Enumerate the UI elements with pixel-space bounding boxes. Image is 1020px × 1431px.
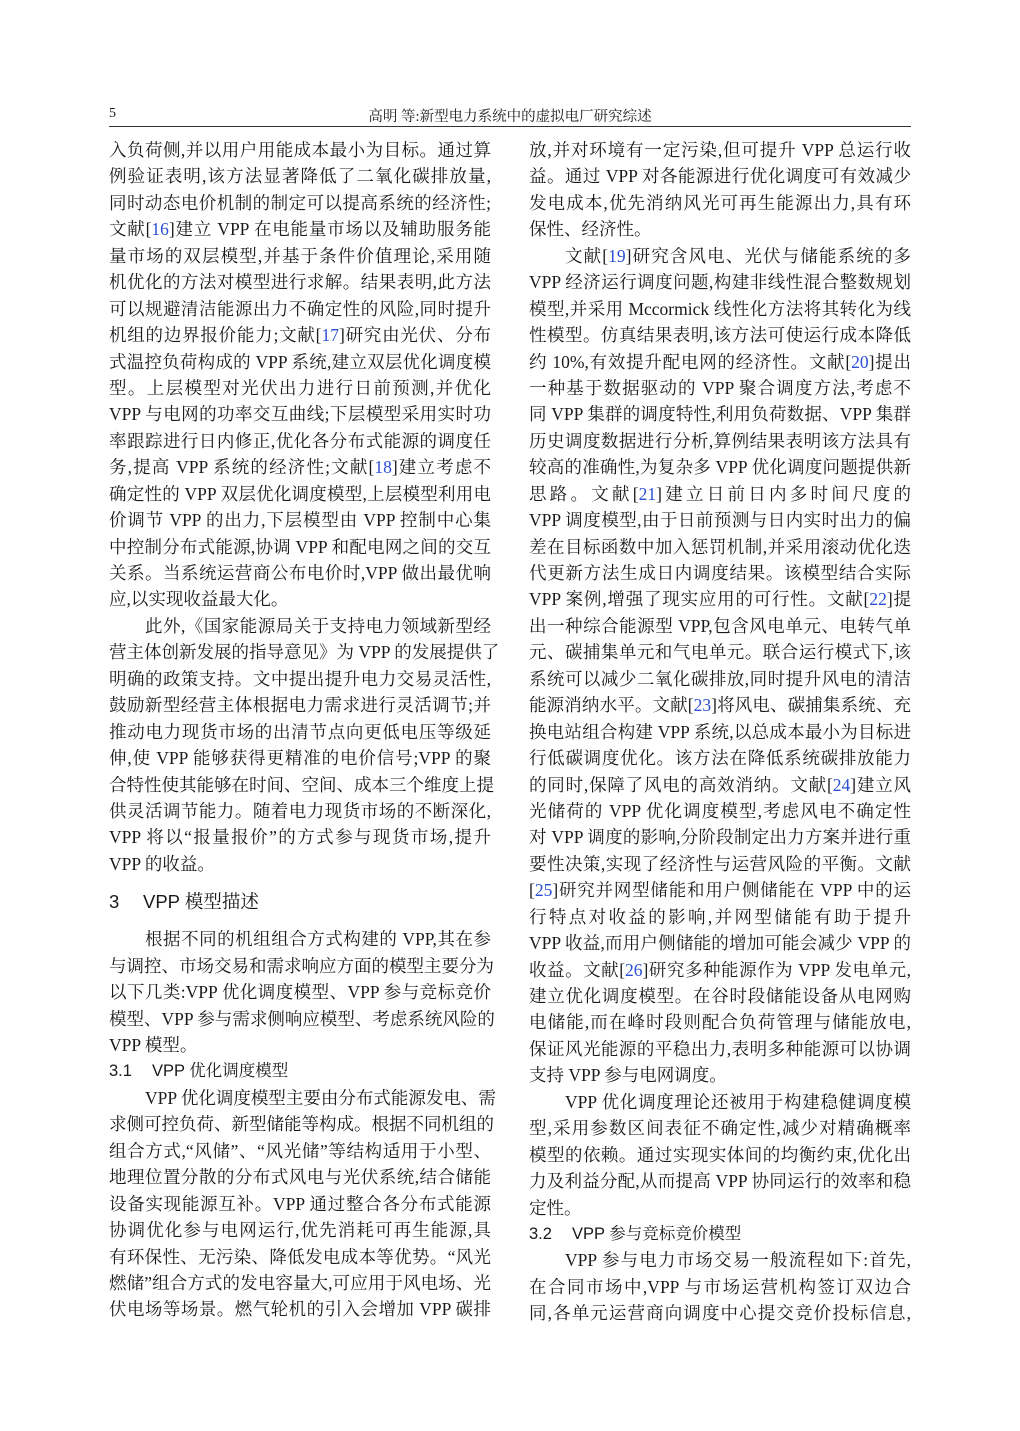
text-line: 电储能,而在峰时段则配合负荷管理与储能放电, bbox=[529, 1012, 911, 1033]
text-line: 燃储”组合方式的发电容量大,可应用于风电场、光 bbox=[109, 1272, 491, 1293]
text-line: 型。上层模型对光伏出力进行日前预测,并优化 bbox=[109, 377, 491, 398]
text-line: 模型,并采用 Mccormick 线性化方法将其转化为线 bbox=[529, 298, 911, 319]
text-line: 根据不同的机组组合方式构建的 VPP,其在参 bbox=[145, 929, 491, 950]
text-line: 价调节 VPP 的出力,下层模型由 VPP 控制中心集 bbox=[109, 510, 491, 531]
text-line: 元、碳捕集单元和气电单元。联合运行模式下,该 bbox=[529, 642, 911, 663]
text-line: 合特性使其能够在时间、空间、成本三个维度上提 bbox=[109, 774, 494, 795]
citation-link[interactable]: 23 bbox=[693, 695, 712, 716]
text-line: VPP 经济运行调度问题,构建非线性混合整数规划 bbox=[529, 272, 911, 293]
citation-link[interactable]: 26 bbox=[625, 959, 643, 980]
subsection-heading bbox=[529, 1221, 911, 1247]
text-line: 组合方式,“风储”、“风光储”等结构适用于小型、 bbox=[109, 1140, 491, 1161]
text-line: 例验证表明,该方法显著降低了二氧化碳排放量, bbox=[109, 166, 491, 187]
text-line: 应,以实现收益最大化。 bbox=[109, 589, 289, 610]
text-line: 定性。 bbox=[529, 1197, 582, 1218]
page-number: 5 bbox=[109, 106, 116, 121]
text-line: 同时动态电价机制的制定可以提高系统的经济性; bbox=[109, 192, 491, 213]
running-title: 高明 等:新型电力系统中的虚拟电厂研究综述 bbox=[368, 109, 652, 125]
text-line: VPP 将以“报量报价”的方式参与现货市场,提升 bbox=[109, 827, 491, 848]
citation-link[interactable]: 18 bbox=[374, 457, 392, 478]
heading-text: VPP 模型描述 bbox=[143, 891, 259, 913]
text-line: 保证风光能源的平稳出力,表明多种能源可以协调 bbox=[529, 1038, 911, 1059]
text-line: 约 10%,有效提升配电网的经济性。文献[20]提出 bbox=[529, 351, 912, 372]
subsection-heading bbox=[109, 1058, 491, 1084]
text-line: 行特点对收益的影响,并网型储能有助于提升 bbox=[529, 906, 911, 927]
text-line: 文献[19]研究含风电、光伏与储能系统的多 bbox=[565, 245, 912, 266]
text-line: 较高的准确性,为复杂多 VPP 优化调度问题提供新 bbox=[529, 457, 911, 478]
text-line: 力及利益分配,从而提高 VPP 协同运行的效率和稳 bbox=[529, 1171, 911, 1192]
paragraph bbox=[109, 926, 495, 1058]
heading-text: VPP 参与竞标竞价模型 bbox=[572, 1224, 742, 1243]
text-line: 求侧可控负荷、新型储能等构成。根据不同机组的 bbox=[109, 1114, 494, 1135]
text-line: 关系。当系统运营商公布电价时,VPP 做出最优响 bbox=[109, 563, 491, 583]
text-line: VPP 的收益。 bbox=[109, 853, 215, 874]
text-line: 要性决策,实现了经济性与运营风险的平衡。文献 bbox=[529, 853, 911, 874]
text-line: VPP 收益,而用户侧储能的增加可能会减少 VPP 的 bbox=[529, 933, 911, 954]
text-line: 确定性的 VPP 双层优化调度模型,上层模型利用电 bbox=[109, 483, 491, 504]
citation-link[interactable]: 25 bbox=[534, 880, 553, 901]
text-line: 此外,《国家能源局关于支持电力领域新型经 bbox=[145, 615, 491, 636]
text-line: 换电站组合构建 VPP 系统,以总成本最小为目标进 bbox=[529, 721, 911, 742]
text-line: 伸,使 VPP 能够获得更精准的电价信号;VPP 的聚 bbox=[109, 748, 491, 769]
citation-link[interactable]: 19 bbox=[608, 245, 626, 266]
text-line: VPP 案例,增强了现实应用的可行性。文献[22]提 bbox=[529, 589, 911, 610]
text-line: 供灵活调节能力。随着电力现货市场的不断深化, bbox=[109, 800, 491, 821]
text-line: 率跟踪进行日内修正,优化各分布式能源的调度任 bbox=[109, 430, 491, 451]
text-line: VPP 模型。 bbox=[109, 1035, 198, 1055]
text-line: 同 VPP 集群的调度特性,利用负荷数据、VPP 集群 bbox=[529, 404, 911, 425]
heading-number: 3 bbox=[109, 891, 120, 913]
text-line: 收益。文献[26]研究多种能源作为 VPP 发电单元, bbox=[529, 959, 912, 980]
text-line: 建立优化调度模型。在谷时段储能设备从电网购 bbox=[529, 986, 911, 1006]
text-line: 代更新方法生成日内调度结果。该模型结合实际 bbox=[529, 563, 911, 583]
text-line: 在合同市场中,VPP 与市场运营机构签订双边合 bbox=[529, 1276, 911, 1297]
text-line: VPP 参与电力市场交易一般流程如下:首先, bbox=[565, 1250, 911, 1271]
text-line: 思路。文献[21]建立日前日内多时间尺度的 bbox=[529, 483, 912, 504]
text-line: 对 VPP 调度的影响,分阶段制定出力方案并进行重 bbox=[529, 827, 911, 848]
text-line: 同,各单元运营商向调度中心提交竞价投标信息, bbox=[529, 1303, 911, 1324]
text-line: 发电成本,优先消纳风光可再生能源出力,具有环 bbox=[529, 192, 911, 213]
text-line: 务,提高 VPP 系统的经济性;文献[18]建立考虑不 bbox=[109, 457, 491, 478]
text-line: 出一种综合能源型 VPP,包含风电单元、电转气单 bbox=[529, 615, 911, 636]
text-line: 伏电场等场景。燃气轮机的引入会增加 VPP 碳排 bbox=[109, 1299, 491, 1320]
heading-number: 3.2 bbox=[529, 1224, 552, 1243]
paragraph bbox=[109, 1085, 496, 1323]
text-line: VPP 与电网的功率交互曲线;下层模型采用实时功 bbox=[109, 404, 491, 425]
header-rule bbox=[109, 126, 911, 127]
text-line: 模型、VPP 参与需求侧响应模型、考虑系统风险的 bbox=[109, 1008, 495, 1029]
heading-number: 3.1 bbox=[109, 1062, 132, 1081]
text-line: VPP 优化调度理论还被用于构建稳健调度模 bbox=[565, 1091, 911, 1112]
citation-link[interactable]: 22 bbox=[869, 589, 887, 610]
text-line: 式温控负荷构成的 VPP 系统,建立双层优化调度模 bbox=[109, 351, 491, 372]
text-line: VPP 调度模型,由于日前预测与日内实时出力的偏 bbox=[529, 510, 911, 531]
paragraph bbox=[109, 613, 500, 877]
text-line: 量市场的双层模型,并基于条件价值理论,采用随 bbox=[109, 245, 491, 266]
paragraph bbox=[529, 1089, 911, 1221]
text-line: 模型的依赖。通过实现实体间的均衡约束,优化出 bbox=[529, 1144, 911, 1165]
text-line: 差在目标函数中加入惩罚机制,并采用滚动优化迭 bbox=[529, 536, 911, 557]
citation-link[interactable]: 24 bbox=[832, 774, 851, 795]
text-line: 设备实现能源互补。VPP 通过整合各分布式能源 bbox=[109, 1193, 491, 1214]
text-line: 放,并对环境有一定污染,但可提升 VPP 总运行收 bbox=[529, 140, 911, 160]
text-line: 中控制分布式能源,协调 VPP 和配电网之间的交互 bbox=[109, 536, 491, 557]
citation-link[interactable]: 21 bbox=[638, 483, 657, 504]
text-line: 推动电力现货市场的出清节点向更低电压等级延 bbox=[109, 721, 491, 742]
text-line: 明确的政策支持。文中提出提升电力交易灵活性, bbox=[109, 668, 491, 689]
text-line: 能源消纳水平。文献[23]将风电、碳捕集系统、充 bbox=[529, 695, 912, 716]
text-line: 文献[16]建立 VPP 在电能量市场以及辅助服务能 bbox=[109, 219, 491, 240]
text-line: 益。通过 VPP 对各能源进行优化调度可有效减少 bbox=[529, 166, 911, 187]
text-line: 入负荷侧,并以用户用能成本最小为目标。通过算 bbox=[109, 140, 491, 160]
text-line: [25]研究并网型储能和用户侧储能在 VPP 中的运 bbox=[529, 880, 911, 901]
text-line: 机优化的方法对模型进行求解。结果表明,此方法 bbox=[109, 272, 491, 293]
text-line: 性模型。仿真结果表明,该方法可使运行成本降低 bbox=[529, 325, 911, 346]
text-line: 保性、经济性。 bbox=[529, 219, 652, 240]
text-line: 有环保性、无污染、降低发电成本等优势。“风光 bbox=[109, 1246, 491, 1267]
text-line: 协调优化参与电网运行,优先消耗可再生能源,具 bbox=[109, 1220, 491, 1241]
text-line: 支持 VPP 参与电网调度。 bbox=[529, 1065, 727, 1086]
text-line: 光储荷的 VPP 优化调度模型,考虑风电不确定性 bbox=[529, 800, 911, 821]
text-line: 与调控、市场交易和需求响应方面的模型主要分为 bbox=[109, 955, 494, 976]
text-line: 一种基于数据驱动的 VPP 聚合调度方法,考虑不 bbox=[529, 377, 911, 398]
text-line: 系统可以减少二氧化碳排放,同时提升风电的清洁 bbox=[529, 668, 911, 689]
text-line: 营主体创新发展的指导意见》为 VPP 的发展提供了 bbox=[109, 642, 500, 663]
text-line: VPP 优化调度模型主要由分布式能源发电、需 bbox=[145, 1087, 496, 1108]
text-line: 以下几类:VPP 优化调度模型、VPP 参与竞标竞价 bbox=[109, 982, 491, 1003]
paragraph bbox=[529, 243, 911, 1089]
text-line: 可以规避清洁能源出力不确定性的风险,同时提升 bbox=[109, 298, 491, 319]
citation-link[interactable]: 17 bbox=[321, 325, 339, 346]
text-line: 的同时,保障了风电的高效消纳。文献[24]建立风 bbox=[529, 774, 912, 795]
citation-link[interactable]: 16 bbox=[151, 219, 169, 240]
text-line: 地理位置分散的分布式风电与光伏系统,结合储能 bbox=[109, 1167, 491, 1188]
text-line: 行低碳调度优化。该方法在降低系统碳排放能力 bbox=[529, 748, 911, 769]
paragraph bbox=[529, 1247, 911, 1326]
paragraph bbox=[109, 137, 491, 613]
text-line: 鼓励新型经营主体根据电力需求进行灵活调节;并 bbox=[109, 695, 491, 716]
heading-text: VPP 优化调度模型 bbox=[152, 1062, 289, 1081]
right-column bbox=[529, 137, 911, 1327]
citation-link[interactable]: 20 bbox=[851, 351, 869, 372]
left-column bbox=[109, 137, 500, 1323]
paragraph bbox=[529, 137, 911, 243]
section-heading bbox=[109, 877, 491, 926]
text-line: 历史调度数据进行分析,算例结果表明该方法具有 bbox=[529, 430, 911, 451]
text-line: 机组的边界报价能力;文献[17]研究由光伏、分布 bbox=[109, 325, 491, 346]
text-line: 型,采用参数区间表征不确定性,减少对精确概率 bbox=[529, 1118, 911, 1139]
